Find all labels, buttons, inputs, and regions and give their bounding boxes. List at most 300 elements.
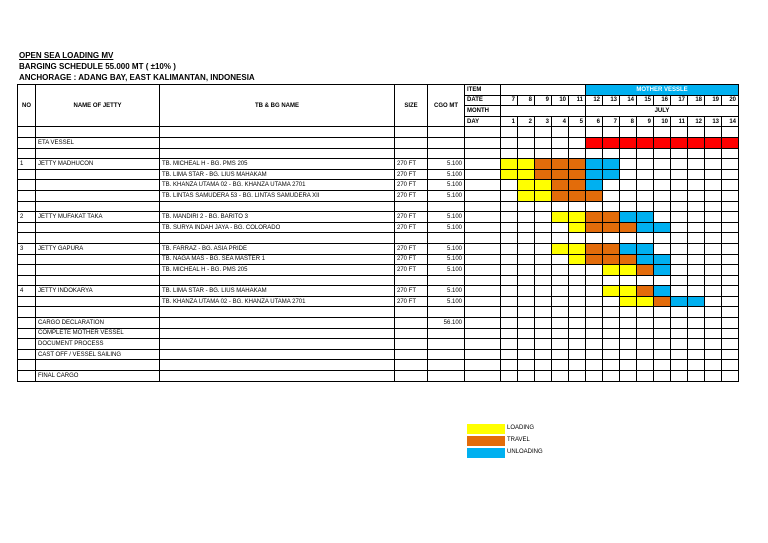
- schedule-cell: [637, 159, 654, 170]
- schedule-cell: [552, 328, 569, 339]
- row-no: [18, 275, 36, 286]
- day-cell: 2: [518, 116, 535, 127]
- schedule-cell: [722, 307, 739, 318]
- size-value: 270 FT: [395, 265, 428, 276]
- travel-cell: [603, 222, 620, 233]
- schedule-cell: [705, 371, 722, 382]
- day-cell: 1: [501, 116, 518, 127]
- travel-cell: [586, 212, 603, 223]
- cgo-value: 5.100: [428, 254, 465, 265]
- schedule-cell: [620, 360, 637, 371]
- schedule-cell: [722, 254, 739, 265]
- loading-cell: [518, 190, 535, 201]
- document-title: OPEN SEA LOADING MV: [19, 51, 114, 60]
- schedule-cell: [722, 190, 739, 201]
- loading-cell: [518, 159, 535, 170]
- schedule-cell: [603, 318, 620, 329]
- travel-cell: [552, 190, 569, 201]
- schedule-cell: [671, 349, 688, 360]
- tb-bg-name: [160, 307, 395, 318]
- schedule-cell: [552, 371, 569, 382]
- row-no: [18, 148, 36, 159]
- schedule-cell: [518, 318, 535, 329]
- schedule-cell: [654, 201, 671, 212]
- size-value: [395, 307, 428, 318]
- jetty-name: CARGO DECLARATION: [36, 318, 160, 329]
- schedule-cell: [569, 127, 586, 138]
- row-no: [18, 254, 36, 265]
- schedule-cell: [705, 318, 722, 329]
- schedule-cell: [654, 243, 671, 254]
- size-value: 270 FT: [395, 243, 428, 254]
- eta-cell: [620, 137, 637, 148]
- item-spacer: [465, 212, 501, 223]
- schedule-cell: [518, 360, 535, 371]
- schedule-cell: [688, 127, 705, 138]
- jetty-name: [36, 254, 160, 265]
- travel-cell: [569, 169, 586, 180]
- schedule-cell: [603, 307, 620, 318]
- schedule-cell: [501, 254, 518, 265]
- loading-cell: [603, 286, 620, 297]
- schedule-cell: [535, 275, 552, 286]
- schedule-cell: [569, 137, 586, 148]
- item-spacer: [465, 339, 501, 350]
- size-value: [395, 127, 428, 138]
- schedule-cell: [586, 339, 603, 350]
- schedule-cell: [705, 360, 722, 371]
- schedule-cell: [654, 212, 671, 223]
- eta-cell: [722, 137, 739, 148]
- tb-bg-name: TB. NAGA MAS - BG. SEA MASTER 1: [160, 254, 395, 265]
- schedule-cell: [688, 243, 705, 254]
- schedule-cell: [637, 201, 654, 212]
- schedule-cell: [671, 148, 688, 159]
- schedule-cell: [671, 318, 688, 329]
- day-cell: 7: [603, 116, 620, 127]
- mother-vessel-header: MOTHER VESSLE: [586, 85, 739, 96]
- unloading-cell: [586, 159, 603, 170]
- travel-cell: [637, 286, 654, 297]
- loading-cell: [535, 190, 552, 201]
- schedule-cell: [654, 371, 671, 382]
- schedule-cell: [586, 318, 603, 329]
- schedule-cell: [688, 339, 705, 350]
- unloading-cell: [637, 222, 654, 233]
- schedule-cell: [518, 286, 535, 297]
- schedule-cell: [654, 180, 671, 191]
- size-value: 270 FT: [395, 222, 428, 233]
- travel-cell: [586, 254, 603, 265]
- item-spacer: [465, 371, 501, 382]
- item-spacer: [465, 349, 501, 360]
- row-no: [18, 137, 36, 148]
- schedule-cell: [535, 349, 552, 360]
- cgo-value: 5.100: [428, 243, 465, 254]
- spacer-row: [18, 127, 739, 138]
- schedule-cell: [569, 307, 586, 318]
- jetty-name: DOCUMENT PROCESS: [36, 339, 160, 350]
- schedule-cell: [688, 349, 705, 360]
- travel-cell: [535, 169, 552, 180]
- col-header-jetty: NAME OF JETTY: [36, 85, 160, 127]
- schedule-cell: [654, 360, 671, 371]
- cgo-value: [428, 148, 465, 159]
- cgo-value: [428, 360, 465, 371]
- schedule-cell: [501, 360, 518, 371]
- schedule-cell: [603, 233, 620, 244]
- schedule-cell: [535, 360, 552, 371]
- schedule-cell: [518, 371, 535, 382]
- schedule-cell: [501, 339, 518, 350]
- day-cell: 8: [620, 116, 637, 127]
- size-value: [395, 201, 428, 212]
- cgo-value: [428, 201, 465, 212]
- schedule-cell: [705, 243, 722, 254]
- schedule-cell: [535, 201, 552, 212]
- item-spacer: [465, 328, 501, 339]
- eta-cell: [586, 137, 603, 148]
- schedule-cell: [722, 371, 739, 382]
- jetty-name: [36, 265, 160, 276]
- schedule-cell: [535, 371, 552, 382]
- schedule-row: [18, 328, 739, 339]
- row-no: [18, 371, 36, 382]
- schedule-cell: [586, 201, 603, 212]
- schedule-cell: [620, 275, 637, 286]
- schedule-cell: [501, 180, 518, 191]
- label-date: DATE: [465, 95, 501, 106]
- tb-bg-name: TB. MICHEAL H - BG. PMS 205: [160, 265, 395, 276]
- schedule-cell: [501, 243, 518, 254]
- schedule-cell: [501, 233, 518, 244]
- size-value: [395, 233, 428, 244]
- tb-bg-name: [160, 318, 395, 329]
- date-cell: 15: [637, 95, 654, 106]
- schedule-cell: [722, 339, 739, 350]
- schedule-cell: [501, 201, 518, 212]
- unloading-cell: [620, 212, 637, 223]
- jetty-name: [36, 275, 160, 286]
- schedule-cell: [705, 349, 722, 360]
- size-value: [395, 318, 428, 329]
- date-cell: 18: [688, 95, 705, 106]
- schedule-cell: [569, 339, 586, 350]
- schedule-cell: [518, 296, 535, 307]
- cgo-value: 5.100: [428, 286, 465, 297]
- loading-cell: [603, 265, 620, 276]
- schedule-cell: [620, 201, 637, 212]
- schedule-cell: [535, 307, 552, 318]
- col-header-size: SIZE: [395, 85, 428, 127]
- tb-bg-name: TB. SURYA INDAH JAYA - BG. COLORADO: [160, 222, 395, 233]
- item-spacer: [465, 275, 501, 286]
- size-value: 270 FT: [395, 159, 428, 170]
- schedule-cell: [671, 127, 688, 138]
- schedule-cell: [535, 233, 552, 244]
- unloading-cell: [654, 265, 671, 276]
- schedule-cell: [722, 275, 739, 286]
- schedule-cell: [671, 169, 688, 180]
- eta-cell: [654, 137, 671, 148]
- schedule-cell: [535, 318, 552, 329]
- loading-cell: [620, 296, 637, 307]
- schedule-row: [18, 296, 739, 307]
- label-item: ITEM: [465, 85, 501, 96]
- schedule-cell: [637, 127, 654, 138]
- schedule-cell: [637, 169, 654, 180]
- schedule-cell: [518, 212, 535, 223]
- row-no: 2: [18, 212, 36, 223]
- schedule-cell: [705, 180, 722, 191]
- cgo-value: [428, 127, 465, 138]
- row-no: [18, 349, 36, 360]
- travel-cell: [603, 243, 620, 254]
- schedule-cell: [535, 265, 552, 276]
- schedule-cell: [569, 349, 586, 360]
- schedule-cell: [586, 275, 603, 286]
- travel-cell: [569, 159, 586, 170]
- schedule-cell: [688, 275, 705, 286]
- cgo-value: [428, 328, 465, 339]
- schedule-cell: [654, 339, 671, 350]
- schedule-cell: [552, 296, 569, 307]
- tb-bg-name: [160, 371, 395, 382]
- size-value: [395, 137, 428, 148]
- tb-bg-name: TB. LIMA STAR - BG. LIUS MAHAKAM: [160, 169, 395, 180]
- schedule-cell: [671, 328, 688, 339]
- loading-cell: [637, 296, 654, 307]
- jetty-name: [36, 233, 160, 244]
- schedule-cell: [654, 318, 671, 329]
- loading-cell: [569, 222, 586, 233]
- legend-swatch-travel: [467, 436, 505, 446]
- schedule-cell: [722, 201, 739, 212]
- schedule-cell: [586, 265, 603, 276]
- schedule-cell: [620, 233, 637, 244]
- row-no: [18, 328, 36, 339]
- schedule-cell: [586, 233, 603, 244]
- day-cell: 11: [671, 116, 688, 127]
- schedule-cell: [637, 360, 654, 371]
- schedule-cell: [586, 360, 603, 371]
- schedule-cell: [569, 201, 586, 212]
- schedule-cell: [671, 360, 688, 371]
- row-no: [18, 201, 36, 212]
- cgo-value: [428, 349, 465, 360]
- schedule-cell: [688, 254, 705, 265]
- schedule-cell: [722, 286, 739, 297]
- schedule-cell: [705, 254, 722, 265]
- row-no: [18, 360, 36, 371]
- tb-bg-name: [160, 360, 395, 371]
- loading-cell: [620, 265, 637, 276]
- schedule-cell: [603, 127, 620, 138]
- row-no: [18, 180, 36, 191]
- schedule-cell: [688, 190, 705, 201]
- unloading-cell: [688, 296, 705, 307]
- cgo-value: [428, 233, 465, 244]
- day-cell: 4: [552, 116, 569, 127]
- schedule-cell: [688, 159, 705, 170]
- schedule-cell: [688, 360, 705, 371]
- schedule-cell: [620, 148, 637, 159]
- schedule-cell: [535, 286, 552, 297]
- loading-cell: [552, 212, 569, 223]
- schedule-row: [18, 212, 739, 223]
- jetty-name: JETTY INDOKARYA: [36, 286, 160, 297]
- schedule-cell: [603, 275, 620, 286]
- schedule-cell: [501, 275, 518, 286]
- jetty-name: [36, 190, 160, 201]
- schedule-row: [18, 339, 739, 350]
- schedule-cell: [671, 243, 688, 254]
- schedule-cell: [569, 265, 586, 276]
- unloading-cell: [637, 212, 654, 223]
- schedule-cell: [688, 180, 705, 191]
- schedule-row: [18, 169, 739, 180]
- schedule-cell: [688, 222, 705, 233]
- schedule-cell: [688, 169, 705, 180]
- travel-cell: [620, 222, 637, 233]
- spacer-row: [18, 275, 739, 286]
- date-cell: 19: [705, 95, 722, 106]
- schedule-cell: [705, 190, 722, 201]
- schedule-cell: [654, 328, 671, 339]
- schedule-cell: [569, 371, 586, 382]
- schedule-cell: [722, 360, 739, 371]
- size-value: 270 FT: [395, 212, 428, 223]
- schedule-row: [18, 349, 739, 360]
- loading-cell: [552, 243, 569, 254]
- schedule-cell: [620, 318, 637, 329]
- schedule-cell: [671, 201, 688, 212]
- jetty-name: CAST OFF / VESSEL SAILING: [36, 349, 160, 360]
- schedule-cell: [620, 339, 637, 350]
- travel-cell: [569, 180, 586, 191]
- cgo-value: [428, 275, 465, 286]
- size-value: 270 FT: [395, 254, 428, 265]
- schedule-cell: [705, 148, 722, 159]
- date-cell: 17: [671, 95, 688, 106]
- spacer-row: [18, 360, 739, 371]
- date-cell: 11: [569, 95, 586, 106]
- schedule-row: [18, 137, 739, 148]
- schedule-cell: [518, 201, 535, 212]
- spacer-row: [18, 307, 739, 318]
- row-no: [18, 296, 36, 307]
- schedule-cell: [637, 190, 654, 201]
- schedule-cell: [637, 148, 654, 159]
- eta-cell: [603, 137, 620, 148]
- unloading-cell: [654, 286, 671, 297]
- schedule-cell: [722, 349, 739, 360]
- schedule-cell: [620, 127, 637, 138]
- schedule-cell: [501, 286, 518, 297]
- size-value: [395, 371, 428, 382]
- unloading-cell: [586, 169, 603, 180]
- schedule-cell: [637, 349, 654, 360]
- schedule-cell: [501, 371, 518, 382]
- tb-bg-name: TB. FARRAZ - BG. ASIA PRIDE: [160, 243, 395, 254]
- schedule-cell: [501, 148, 518, 159]
- jetty-name: [36, 296, 160, 307]
- schedule-cell: [620, 180, 637, 191]
- unloading-cell: [620, 243, 637, 254]
- schedule-cell: [671, 222, 688, 233]
- schedule-cell: [688, 286, 705, 297]
- schedule-cell: [654, 307, 671, 318]
- cgo-value: 5.100: [428, 159, 465, 170]
- size-value: [395, 328, 428, 339]
- jetty-name: JETTY MUFAKAT TAKA: [36, 212, 160, 223]
- schedule-cell: [569, 286, 586, 297]
- schedule-cell: [552, 360, 569, 371]
- tb-bg-name: [160, 233, 395, 244]
- loading-cell: [501, 159, 518, 170]
- schedule-cell: [705, 296, 722, 307]
- item-spacer: [465, 360, 501, 371]
- schedule-cell: [705, 212, 722, 223]
- schedule-cell: [501, 265, 518, 276]
- schedule-cell: [518, 275, 535, 286]
- anchorage-subtitle: ANCHORAGE : ADANG BAY, EAST KALIMANTAN, INDONESIA: [19, 73, 255, 82]
- schedule-cell: [552, 307, 569, 318]
- item-spacer: [465, 296, 501, 307]
- blank-header-cell: [501, 106, 586, 117]
- cgo-value: [428, 339, 465, 350]
- schedule-cell: [603, 180, 620, 191]
- schedule-cell: [552, 265, 569, 276]
- size-value: [395, 148, 428, 159]
- size-value: 270 FT: [395, 169, 428, 180]
- schedule-cell: [620, 159, 637, 170]
- schedule-cell: [535, 212, 552, 223]
- size-value: [395, 360, 428, 371]
- schedule-cell: [586, 371, 603, 382]
- schedule-cell: [535, 148, 552, 159]
- row-no: [18, 265, 36, 276]
- schedule-cell: [671, 233, 688, 244]
- cgo-value: 5.100: [428, 169, 465, 180]
- schedule-cell: [671, 212, 688, 223]
- item-spacer: [465, 127, 501, 138]
- unloading-cell: [637, 243, 654, 254]
- schedule-row: [18, 265, 739, 276]
- schedule-cell: [671, 307, 688, 318]
- schedule-cell: [535, 328, 552, 339]
- schedule-cell: [705, 222, 722, 233]
- schedule-cell: [603, 190, 620, 201]
- schedule-cell: [671, 159, 688, 170]
- legend-label-travel: TRAVEL: [507, 437, 530, 443]
- schedule-cell: [501, 127, 518, 138]
- item-spacer: [465, 201, 501, 212]
- schedule-cell: [586, 296, 603, 307]
- schedule-cell: [722, 222, 739, 233]
- schedule-cell: [552, 127, 569, 138]
- schedule-cell: [705, 159, 722, 170]
- schedule-cell: [501, 307, 518, 318]
- schedule-row: [18, 190, 739, 201]
- jetty-name: [36, 127, 160, 138]
- schedule-cell: [518, 233, 535, 244]
- item-spacer: [465, 159, 501, 170]
- travel-cell: [586, 243, 603, 254]
- schedule-cell: [671, 286, 688, 297]
- date-cell: 10: [552, 95, 569, 106]
- size-value: [395, 275, 428, 286]
